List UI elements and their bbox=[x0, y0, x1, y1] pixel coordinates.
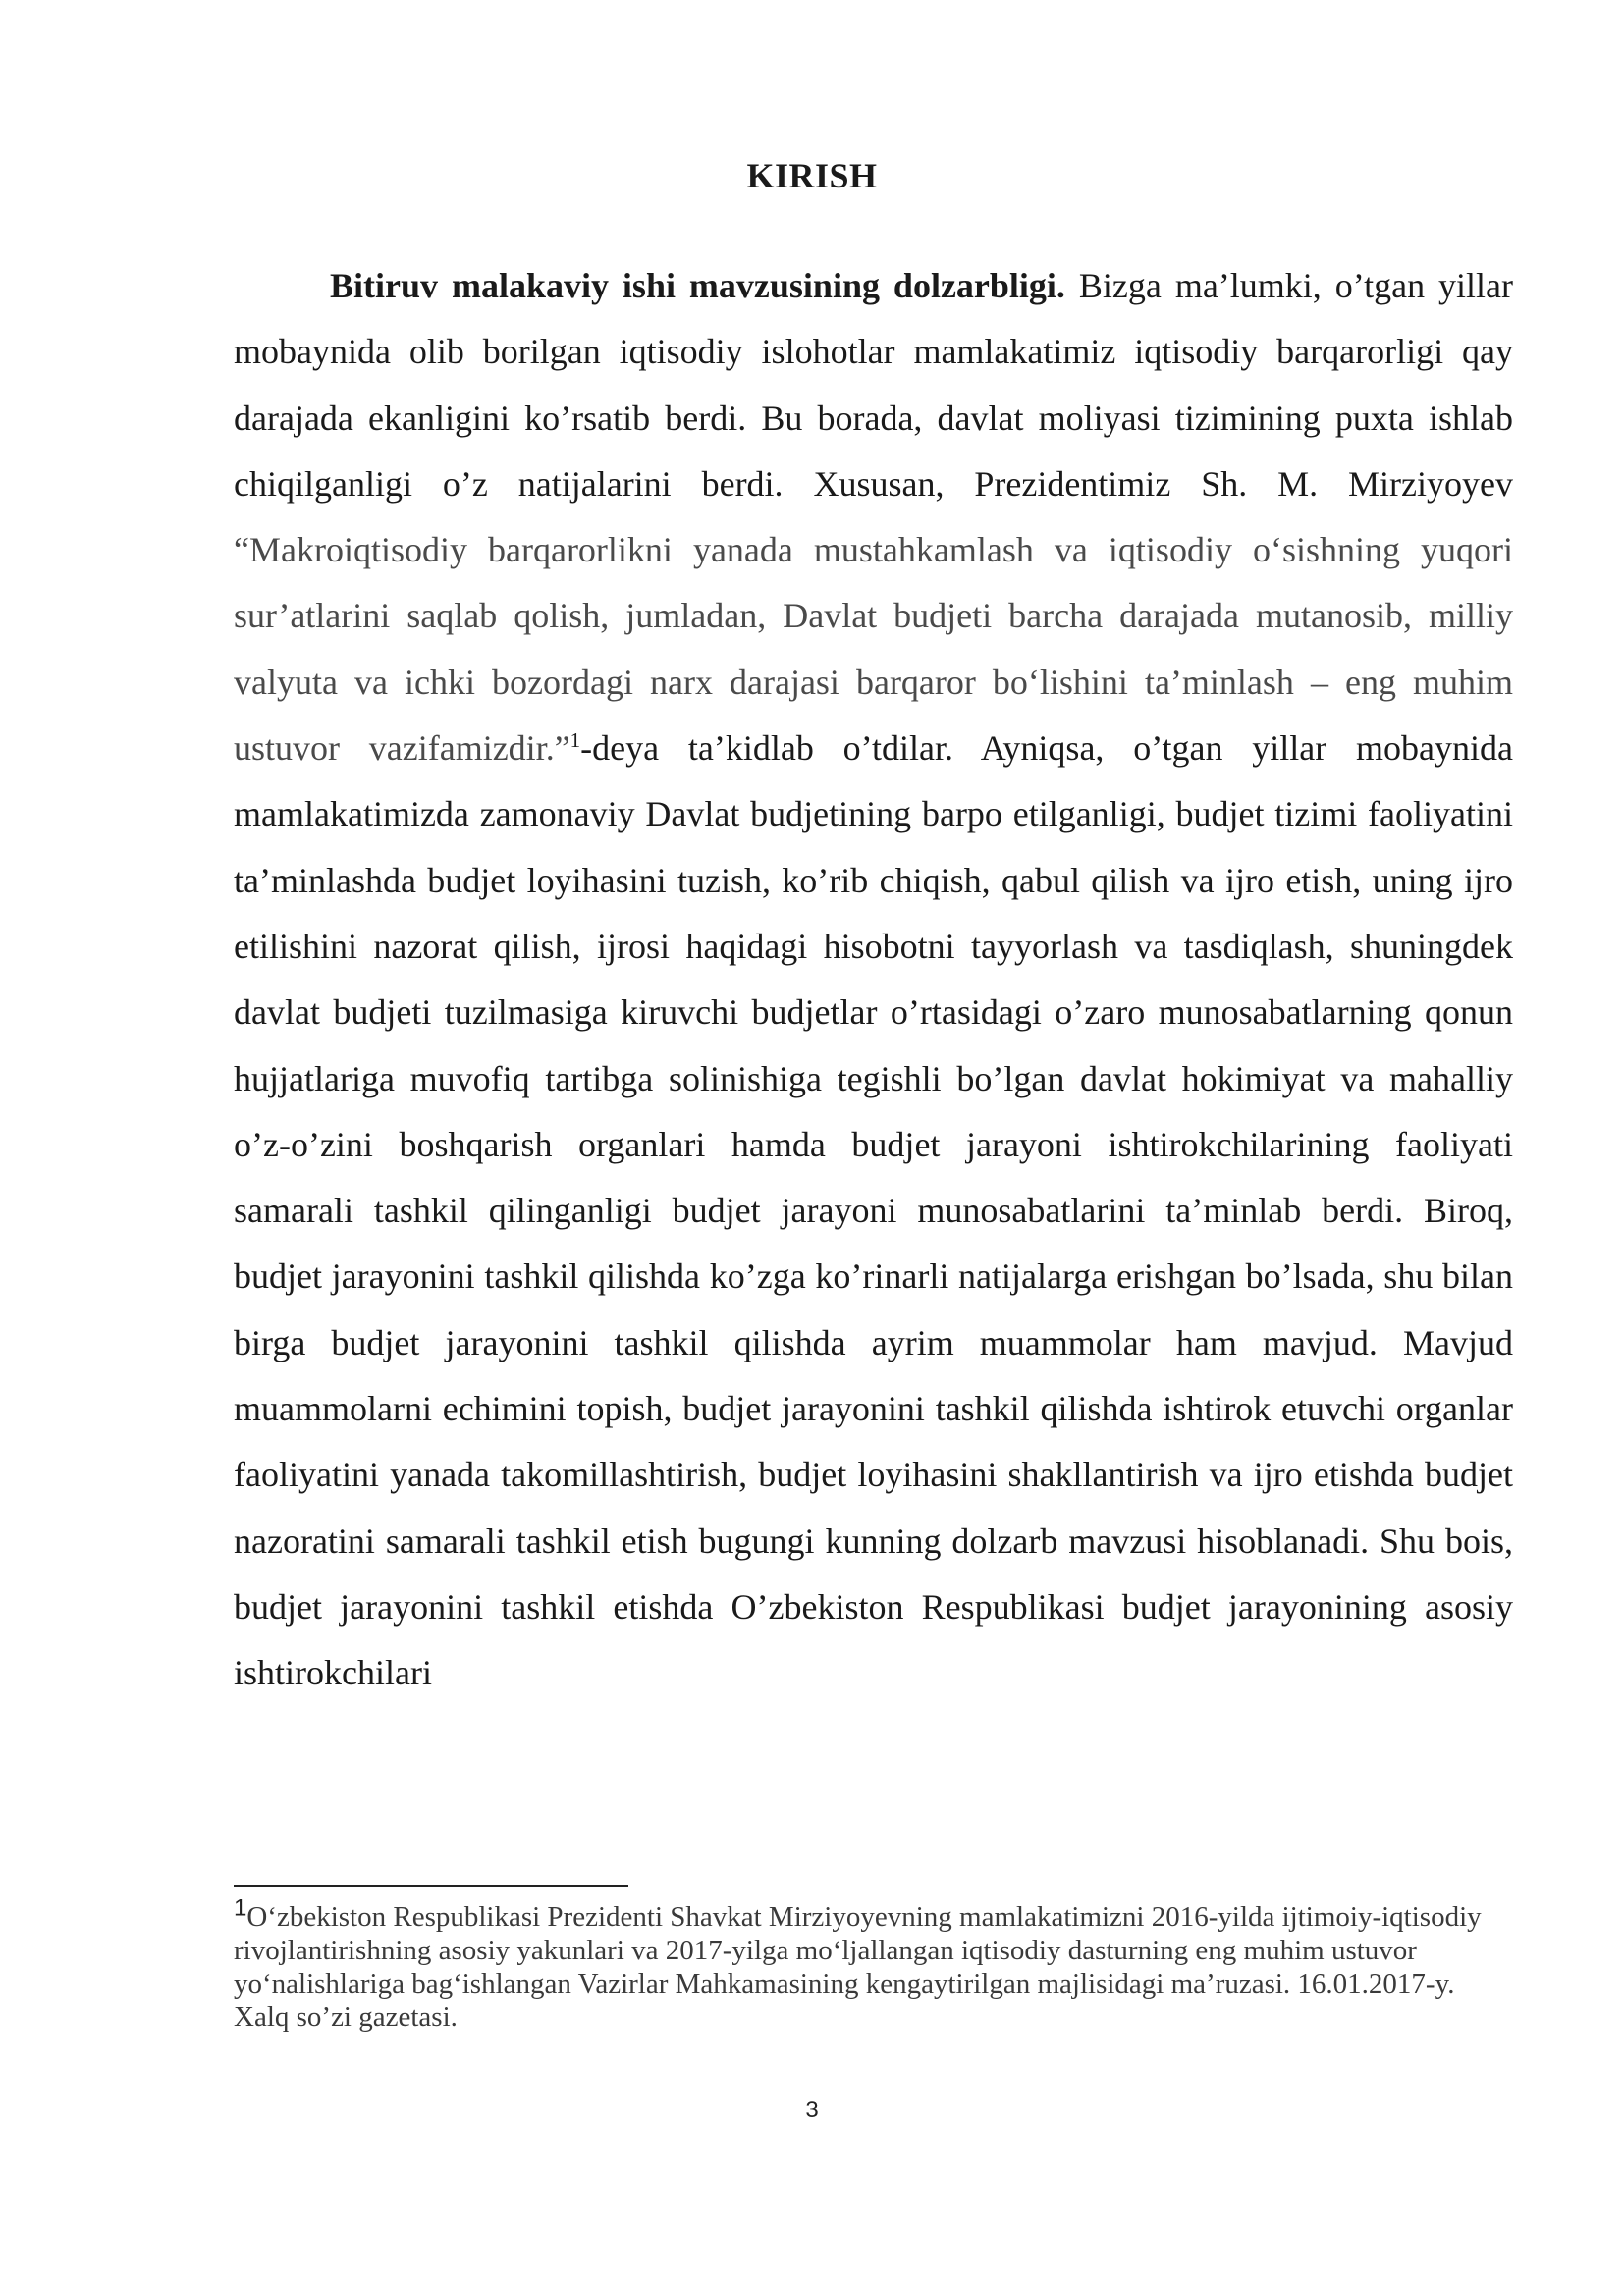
body-paragraph bbox=[234, 253, 1513, 1707]
footnote bbox=[234, 1895, 1513, 2034]
footnote-reference[interactable]: 1 bbox=[569, 728, 581, 753]
president-quote: “Makroiqtisodiy barqarorlikni yanada mustahkamlash va iqtisodiy o‘sishning yuqori sur’atlarini saqlab qolish, jumladan, Davlat budjeti barcha darajada mutanosib, milliy valyuta va ichki bozordagi narx darajasi barqaror bo‘lishini ta’minlash – eng muhim ustuvor vazifamizdir.” bbox=[234, 530, 1513, 769]
page-title: KIRISH bbox=[746, 156, 878, 195]
footnote-separator bbox=[234, 1885, 628, 1887]
paragraph-rest: -deya ta’kidlab o’tdilar. Ayniqsa, o’tgan yillar mobaynida mamlakatimizda zamonaviy Davlat budjetining barpo etilganligi, budjet tizimi faoliyatini ta’minlashda budjet loyihasini tuzish, ko’rib chiqish, qabul qilish va ijro etish, uning ijro etilishini nazorat qilish, ijrosi haqidagi hisobotni tayyorlash va tasdiqlash, shuningdek davlat budjeti tuzilmasiga kiruvchi budjetlar o’rtasidagi o’zaro munosabatlarning qonun hujjatlariga muvofiq tartibga solinishiga tegishli bo’lgan davlat hokimiyat va mahalliy o’z-o’zini boshqarish organlari hamda budjet jarayoni ishtirokchilarining faoliyati samarali tashkil qilinganligi budjet jarayoni munosabatlarini ta’minlab berdi. Biroq, budjet jarayonini tashkil qilishda ko’zga ko’rinarli natijalarga erishgan bo’lsada, shu bilan birga budjet jarayonini tashkil qilishda ayrim muammolar ham mavjud. Mavjud muammolarni echimini topish, budjet jarayonini tashkil qilishda ishtirok etuvchi organlar faoliyatini yanada takomillashtirish, budjet loyihasini shakllantirish va ijro etishda budjet nazoratini samarali tashkil etish bugungi kunning dolzarb mavzusi hisoblanadi. Shu bois, budjet jarayonini tashkil etishda O’zbekiston Respublikasi budjet jarayonining asosiy ishtirokchilari bbox=[234, 728, 1514, 1693]
page-number: 3 bbox=[805, 2097, 819, 2123]
paragraph-lead: Bitiruv malakaviy ishi mavzusining dolzarbligi. bbox=[330, 266, 1065, 305]
footnote-text: O‘zbekiston Respublikasi Prezidenti Shavkat Mirziyoyevning mamlakatimizni 2016-yilda ijtimoiy-iqtisodiy rivojlantirishning asosiy yakunlari va 2017-yilga mo‘ljallangan iqtisodiy dasturning eng muhim ustuvor yo‘nalishlariga bag‘ishlangan Vazirlar Mahkamasining kengaytirilgan majlisidagi ma’ruzasi. 16.01.2017-y. Xalq so’zi gazetasi. bbox=[234, 1901, 1482, 2033]
footnote-number: 1 bbox=[234, 1895, 247, 1922]
paragraph-intro: Bizga ma’lumki, o’tgan yillar mobaynida olib borilgan iqtisodiy islohotlar mamlakatimiz iqtisodiy barqarorligi qay darajada ekanligini ko’rsatib berdi. Bu borada, davlat moliyasi tizimining puxta ishlab chiqilganligi o’z natijalarini berdi. Xususan, Prezidentimiz Sh. M. Mirziyoyev bbox=[234, 266, 1513, 504]
